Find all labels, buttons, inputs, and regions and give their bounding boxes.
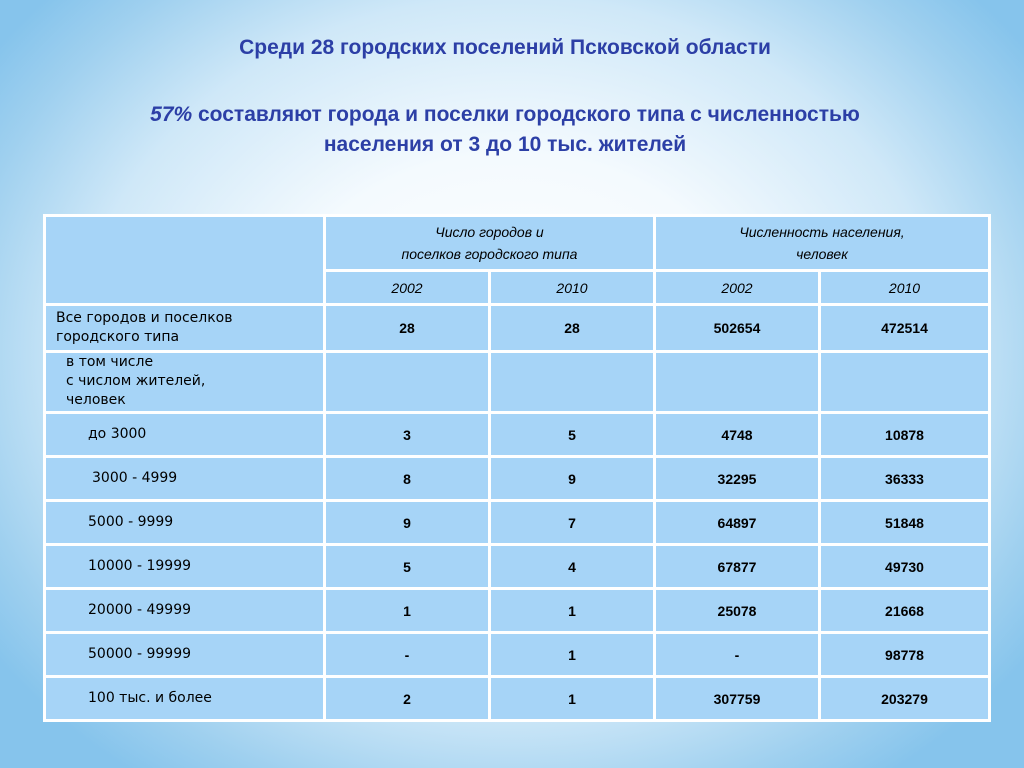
- range-row: [45, 501, 990, 545]
- range-value-cell: 2: [325, 677, 490, 721]
- subtitle-row-label: [45, 352, 325, 413]
- range-value-cell: -: [655, 633, 820, 677]
- range-value-cell: 9: [325, 501, 490, 545]
- range-label: 50000 - 99999: [45, 633, 325, 677]
- subtitle-row: [45, 352, 990, 413]
- range-row: [45, 545, 990, 589]
- range-value-cell: 32295: [655, 457, 820, 501]
- range-row: [45, 589, 990, 633]
- range-value-cell: 5: [490, 413, 655, 457]
- total-cell: 472514: [820, 305, 990, 352]
- header-corner-cell: [45, 216, 325, 305]
- header-population-line1: Численность населения,: [739, 224, 905, 240]
- range-row: [45, 457, 990, 501]
- year-header: 2010: [820, 271, 990, 305]
- range-value-cell: 25078: [655, 589, 820, 633]
- range-label: 10000 - 19999: [45, 545, 325, 589]
- header-count-line1: Число городов и: [435, 224, 544, 240]
- subtitle-text-line2: населения от 3 до 10 тыс. жителей: [323, 133, 687, 156]
- range-rows: [45, 413, 990, 721]
- range-value-cell: 5: [325, 545, 490, 589]
- range-value-cell: 3: [325, 413, 490, 457]
- total-label-line1: Все городов и поселков: [56, 310, 233, 326]
- percent-value: 57%: [150, 103, 193, 126]
- range-value-cell: 307759: [655, 677, 820, 721]
- range-row: [45, 413, 990, 457]
- range-row: [45, 677, 990, 721]
- subtitle-line3: человек: [66, 392, 126, 408]
- range-value-cell: 1: [325, 589, 490, 633]
- range-value-cell: 8: [325, 457, 490, 501]
- range-value-cell: -: [325, 633, 490, 677]
- range-value-cell: 67877: [655, 545, 820, 589]
- range-label: 5000 - 9999: [45, 501, 325, 545]
- range-value-cell: 64897: [655, 501, 820, 545]
- total-row-label: [45, 305, 325, 352]
- range-label: до 3000: [45, 413, 325, 457]
- range-value-cell: 1: [490, 589, 655, 633]
- total-cell: 502654: [655, 305, 820, 352]
- range-value-cell: 9: [490, 457, 655, 501]
- empty-cell: [325, 352, 490, 413]
- year-header: 2002: [325, 271, 490, 305]
- slide-subtitle: [0, 100, 1010, 160]
- range-row: [45, 633, 990, 677]
- subtitle-line1: в том числе: [66, 354, 154, 370]
- total-label-line2: городского типа: [56, 329, 180, 345]
- year-header: 2002: [655, 271, 820, 305]
- group-header-row: [45, 216, 990, 271]
- empty-cell: [820, 352, 990, 413]
- slide-title: Среди 28 городских поселений Псковской области: [239, 36, 771, 59]
- total-cell: 28: [490, 305, 655, 352]
- range-value-cell: 51848: [820, 501, 990, 545]
- total-cell: 28: [325, 305, 490, 352]
- range-value-cell: 7: [490, 501, 655, 545]
- range-value-cell: 203279: [820, 677, 990, 721]
- range-value-cell: 98778: [820, 633, 990, 677]
- range-label: 100 тыс. и более: [45, 677, 325, 721]
- settlements-table: [43, 214, 991, 722]
- subtitle-line2: с числом жителей,: [66, 373, 206, 389]
- empty-cell: [490, 352, 655, 413]
- range-value-cell: 49730: [820, 545, 990, 589]
- range-value-cell: 4748: [655, 413, 820, 457]
- empty-cell: [655, 352, 820, 413]
- range-value-cell: 1: [490, 677, 655, 721]
- range-label: 20000 - 49999: [45, 589, 325, 633]
- subtitle-text: составляют города и поселки городского типа с численностью: [192, 103, 860, 126]
- range-label: 3000 - 4999: [45, 457, 325, 501]
- range-value-cell: 1: [490, 633, 655, 677]
- range-value-cell: 4: [490, 545, 655, 589]
- header-count-group: [325, 216, 655, 271]
- header-count-line2: поселков городского типа: [401, 246, 578, 262]
- header-population-line2: человек: [796, 246, 848, 262]
- range-value-cell: 21668: [820, 589, 990, 633]
- range-value-cell: 36333: [820, 457, 990, 501]
- year-header: 2010: [490, 271, 655, 305]
- range-value-cell: 10878: [820, 413, 990, 457]
- header-population-group: [655, 216, 990, 271]
- total-row: [45, 305, 990, 352]
